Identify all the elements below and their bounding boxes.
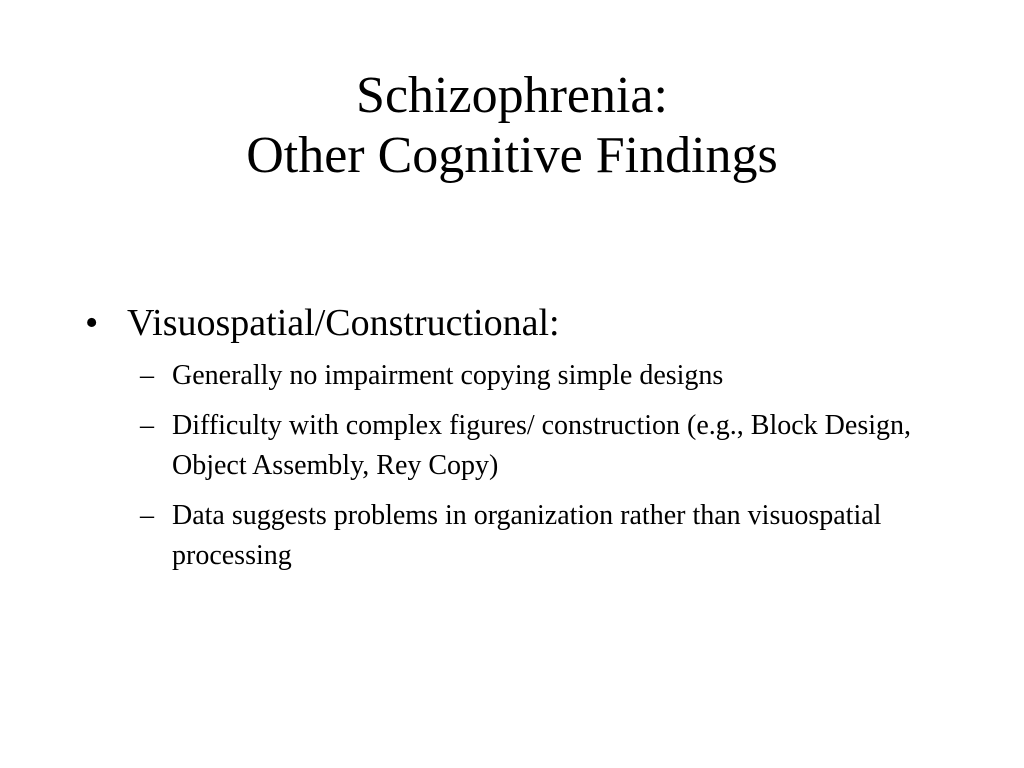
title-line-1: Schizophrenia: [356,67,668,124]
sub-bullet-list [85,356,945,576]
sub-bullet-text: Generally no impairment copying simple designs [172,360,724,391]
dash-icon: – [140,360,154,391]
slide-body [85,300,945,586]
sub-bullet-item [85,496,945,576]
dash-icon: – [140,500,154,531]
slide-title [0,66,1024,186]
sub-bullet-item [85,356,945,396]
sub-bullet-text: Data suggests problems in organization rather than visuospatial processing [172,500,882,571]
dash-icon: – [140,410,154,441]
sub-bullet-item [85,406,945,486]
bullet-icon: • [85,302,99,344]
sub-bullet-text: Difficulty with complex figures/ construction (e.g., Block Design, Object Assembly, Rey Copy) [172,410,912,481]
bullet-text: Visuospatial/Constructional: [127,302,560,344]
title-line-2: Other Cognitive Findings [246,127,778,184]
bullet-item [85,300,945,346]
